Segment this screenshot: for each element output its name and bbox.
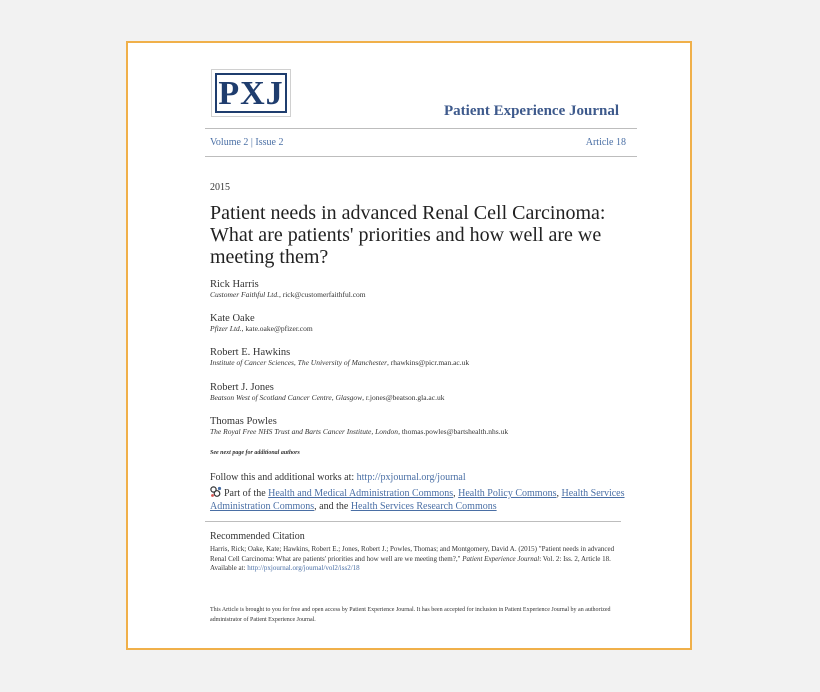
author-affiliation xyxy=(210,393,444,402)
author-affiliation xyxy=(210,290,366,299)
affiliation-name: Institute of Cancer Sciences, The University of Manchester xyxy=(210,358,388,367)
commons-link-health-medical-admin[interactable]: Health and Medical Administration Commons xyxy=(268,488,454,499)
author-block xyxy=(210,382,444,402)
see-next-page-note: See next page for additional authors xyxy=(210,450,300,456)
citation-text xyxy=(210,545,615,574)
paper-title: Patient needs in advanced Renal Cell Carcinoma: What are patients' priorities and how well are we meeting them? xyxy=(210,202,606,268)
author-email: , thomas.powles@bartshealth.nhs.uk xyxy=(398,427,509,436)
separator: , xyxy=(453,488,459,499)
separator: , and the xyxy=(314,501,351,512)
pxj-logo xyxy=(211,69,291,117)
network-commons-icon xyxy=(210,486,222,498)
divider xyxy=(205,156,637,157)
author-email: , rick@customerfaithful.com xyxy=(278,290,366,299)
author-affiliation xyxy=(210,358,469,367)
open-access-note: This Article is brought to you for free and open access by Patient Experience Journal. It has been accepted for inclusion in Patient Experience Journal by an authorized administrator of Patient Experience Journal. xyxy=(210,607,611,623)
separator: , xyxy=(556,488,562,499)
journal-name: Patient Experience Journal xyxy=(444,103,619,119)
author-email: , kate.oake@pfizer.com xyxy=(241,324,313,333)
follow-line xyxy=(210,472,466,483)
affiliation-name: Beatson West of Scotland Cancer Centre, Glasgow xyxy=(210,393,363,402)
author-name: Robert J. Jones xyxy=(210,382,274,393)
author-block xyxy=(210,416,508,436)
available-at-label: Available at: xyxy=(210,564,248,572)
author-affiliation xyxy=(210,427,508,436)
divider xyxy=(205,521,621,522)
commons-link-health-services-research[interactable]: Health Services Research Commons xyxy=(350,501,497,512)
citation-body: Harris, Rick; Oake, Kate; Hawkins, Robert E.; Jones, Robert J.; Powles, Thomas; and Montgomery, David A. (2015) "Patient needs in advanced Renal Cell Carcinoma: What are patients' priorities and how well are we meeting them?," xyxy=(210,545,615,563)
article-url-link[interactable]: http://pxjournal.org/journal/vol2/iss2/18 xyxy=(247,564,360,572)
author-name: Kate Oake xyxy=(210,313,255,324)
affiliation-name: The Royal Free NHS Trust and Barts Cancer Institute, London xyxy=(210,427,399,436)
affiliation-name: Pfizer Ltd. xyxy=(210,324,242,333)
volume-issue[interactable]: Volume 2 | Issue 2 xyxy=(210,137,284,148)
author-name: Rick Harris xyxy=(210,279,259,290)
document-page xyxy=(126,41,692,650)
author-block xyxy=(210,347,469,367)
logo-text: PXJ xyxy=(215,73,287,113)
author-block xyxy=(210,279,366,299)
journal-link[interactable]: http://pxjournal.org/journal xyxy=(356,472,466,483)
article-number[interactable]: Article 18 xyxy=(585,137,626,148)
commons-link-health-policy[interactable]: Health Policy Commons xyxy=(458,488,557,499)
author-affiliation xyxy=(210,324,313,333)
part-of-line xyxy=(210,486,630,513)
citation-journal: Patient Experience Journal xyxy=(462,554,540,563)
divider xyxy=(205,128,637,129)
author-block xyxy=(210,313,313,333)
author-name: Robert E. Hawkins xyxy=(210,347,291,358)
publication-year: 2015 xyxy=(210,182,230,193)
commons-link-health-services-admin[interactable]: Health Services Administration Commons xyxy=(210,488,625,512)
part-of-label: Part of the xyxy=(224,488,269,499)
author-name: Thomas Powles xyxy=(210,416,277,427)
citation-volume: : Vol. 2: Iss. 2, Article 18. xyxy=(539,554,611,563)
recommended-citation-heading: Recommended Citation xyxy=(210,531,305,542)
follow-label: Follow this and additional works at: xyxy=(210,472,357,483)
affiliation-name: Customer Faithful Ltd. xyxy=(210,290,279,299)
author-email: , rhawkins@picr.man.ac.uk xyxy=(387,358,470,367)
author-email: , r.jones@beatson.gla.ac.uk xyxy=(362,393,445,402)
